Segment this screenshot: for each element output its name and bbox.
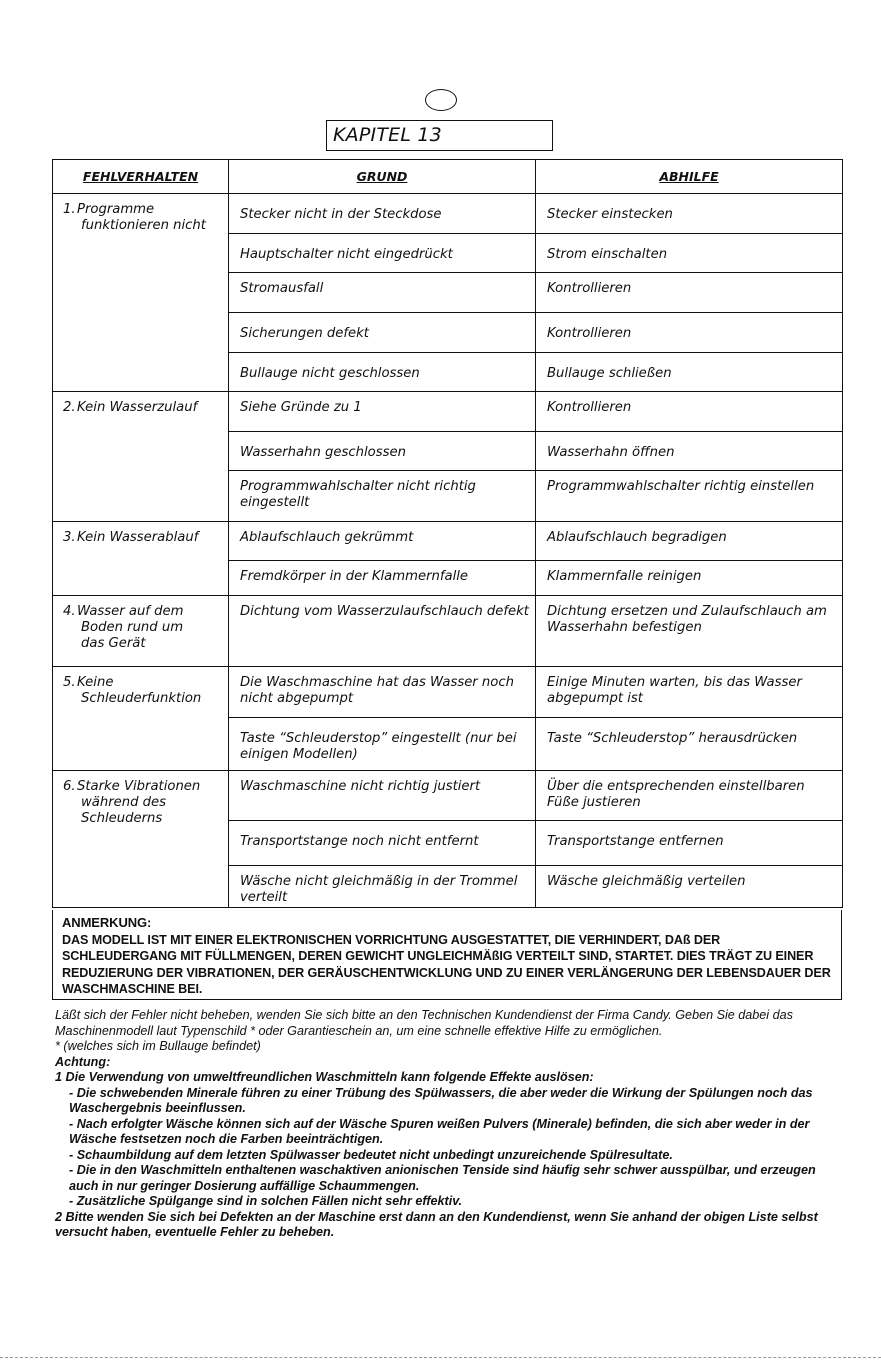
cause-cell: Stecker nicht in der Steckdose [229, 194, 536, 234]
cause-cell: Hauptschalter nicht eingedrückt [229, 234, 536, 273]
remedy-cell: Klammernfalle reinigen [536, 561, 843, 596]
fault-text: Schleuderfunktion [81, 691, 202, 706]
fault-number: 5. [63, 675, 76, 690]
cause-cell: Fremdkörper in der Klammernfalle [229, 561, 536, 596]
cause-cell: Die Waschmaschine hat das Wasser noch nicht abgepumpt [229, 667, 536, 718]
remedy-cell: Wäsche gleichmäßig verteilen [536, 866, 843, 908]
table-row [53, 522, 843, 561]
fault-cell [53, 392, 229, 522]
remedy-cell: Einige Minuten warten, bis das Wasser abgepumpt ist [536, 667, 843, 718]
fault-text: funktionieren nicht [81, 218, 206, 233]
country-code-circle [425, 89, 457, 111]
fault-number: 1. [63, 202, 76, 217]
table-row [53, 667, 843, 718]
fault-cell [53, 194, 229, 392]
remedy-cell: Strom einschalten [536, 234, 843, 273]
cause-cell: Programmwahlschalter nicht richtig eingestellt [229, 471, 536, 522]
table-row [53, 194, 843, 234]
fault-cell [53, 771, 229, 908]
chapter-title: KAPITEL 13 [326, 120, 553, 151]
header-remedy: ABHILFE [536, 160, 843, 194]
cause-cell: Transportstange noch nicht entfernt [229, 821, 536, 866]
table-header-row [53, 160, 843, 194]
remedy-cell: Dichtung ersetzen und Zulaufschlauch am Wasserhahn befestigen [536, 596, 843, 667]
bottom-divider [0, 1357, 881, 1358]
attention-bullet: - Die schwebenden Minerale führen zu einer Trübung des Spülwassers, die aber weder die Wirkung der Spülungen noch das Waschergebnis beeinflussen. [69, 1085, 813, 1115]
footer-footnote: * (welches sich im Bullauge befindet) [55, 1039, 261, 1053]
fault-number: 3. [63, 530, 76, 545]
remedy-cell: Über die entsprechenden einstellbaren Füße justieren [536, 771, 843, 821]
cause-cell: Dichtung vom Wasserzulaufschlauch defekt [229, 596, 536, 667]
fault-cell [53, 596, 229, 667]
fault-text: Starke Vibrationen [77, 779, 201, 794]
fault-number: 2. [63, 400, 76, 415]
footer-text [55, 1008, 845, 1241]
attention-point-2: 2 Bitte wenden Sie sich bei Defekten an der Maschine erst dann an den Kundendienst, wenn Sie anhand der obigen Liste selbst versucht haben, eventuelle Fehler zu beheben. [55, 1209, 818, 1239]
cause-cell: Stromausfall [229, 273, 536, 313]
attention-bullet: - Zusätzliche Spülgange sind in solchen Fällen nicht sehr effektiv. [69, 1194, 463, 1208]
attention-bullet: - Schaumbildung auf dem letzten Spülwasser bedeutet nicht unbedingt unzureichende Spülresultate. [69, 1147, 673, 1162]
fault-text: Kein Wasserablauf [77, 530, 199, 545]
fault-number: 4. [63, 604, 76, 619]
fault-cell [53, 667, 229, 771]
note-text: DAS MODELL IST MIT EINER ELEKTRONISCHEN VORRICHTUNG AUSGESTATTET, DIE VERHINDERT, DAß DER SCHLEUDERGANG MIT FÜLLMENGEN, DEREN GEWICHT UNGLEICHMÄßIG VERTEILT SIND, STARTET. DIES TRÄGT ZU EINER REDUZIERUNG DER VIBRATIONEN, DER GERÄUSCHENTWICKLUNG UND ZU EINER VERLÄNGERUNG DER LEBENSDAUER DER WASCHMASCHINE BEI. [62, 932, 831, 996]
remedy-cell: Taste “Schleuderstop” herausdrücken [536, 718, 843, 771]
cause-cell: Sicherungen defekt [229, 313, 536, 353]
cause-cell: Waschmaschine nicht richtig justiert [229, 771, 536, 821]
cause-cell: Wäsche nicht gleichmäßig in der Trommel verteilt [229, 866, 536, 908]
table-row [53, 392, 843, 432]
remedy-cell: Bullauge schließen [536, 353, 843, 392]
attention-point-1: 1 Die Verwendung von umweltfreundlichen Waschmitteln kann folgende Effekte auslösen: [55, 1070, 594, 1084]
cause-cell: Wasserhahn geschlossen [229, 432, 536, 471]
cause-cell: Ablaufschlauch gekrümmt [229, 522, 536, 561]
remedy-cell: Programmwahlschalter richtig einstellen [536, 471, 843, 522]
remedy-cell: Transportstange entfernen [536, 821, 843, 866]
fault-text: Schleuderns [81, 811, 163, 826]
note-box [52, 910, 842, 1000]
cause-cell: Siehe Gründe zu 1 [229, 392, 536, 432]
attention-heading: Achtung: [55, 1054, 111, 1069]
fault-text: Boden rund um [81, 620, 184, 635]
fault-text: während des [81, 795, 167, 810]
fault-cell [53, 522, 229, 596]
fault-text: Programme [77, 202, 155, 217]
remedy-cell: Wasserhahn öffnen [536, 432, 843, 471]
header-cause: GRUND [229, 160, 536, 194]
fault-number: 6. [63, 779, 76, 794]
attention-bullet: - Nach erfolgter Wäsche können sich auf der Wäsche Spuren weißen Pulvers (Minerale) befinden, die sich aber weder in der Wäsche festsetzen noch die Farben beeinträchtigen. [69, 1116, 810, 1146]
remedy-cell: Kontrollieren [536, 313, 843, 353]
attention-bullet: - Die in den Waschmitteln enthaltenen waschaktiven anionischen Tenside sind häufig sehr schwer ausspülbar, und erzeugen auch in nur geringer Dosierung auffällige Schaummengen. [69, 1163, 816, 1193]
cause-cell: Taste “Schleuderstop” eingestellt (nur bei einigen Modellen) [229, 718, 536, 771]
fault-text: Wasser auf dem [77, 604, 184, 619]
remedy-cell: Ablaufschlauch begradigen [536, 522, 843, 561]
fault-text: Keine [77, 675, 114, 690]
remedy-cell: Stecker einstecken [536, 194, 843, 234]
cause-cell: Bullauge nicht geschlossen [229, 353, 536, 392]
header-fault: FEHLVERHALTEN [53, 160, 229, 194]
fault-text: Kein Wasserzulauf [77, 400, 198, 415]
troubleshooting-table [52, 159, 843, 908]
fault-text: das Gerät [81, 636, 146, 651]
table-row [53, 596, 843, 667]
remedy-cell: Kontrollieren [536, 273, 843, 313]
table-row [53, 771, 843, 821]
footer-intro: Läßt sich der Fehler nicht beheben, wenden Sie sich bitte an den Technischen Kundendienst der Firma Candy. Geben Sie dabei das Maschinenmodell laut Typenschild * oder Garantieschein an, um eine schnelle effektive Hilfe zu ermöglichen. [55, 1008, 793, 1038]
note-heading: ANMERKUNG: [62, 915, 152, 930]
remedy-cell: Kontrollieren [536, 392, 843, 432]
